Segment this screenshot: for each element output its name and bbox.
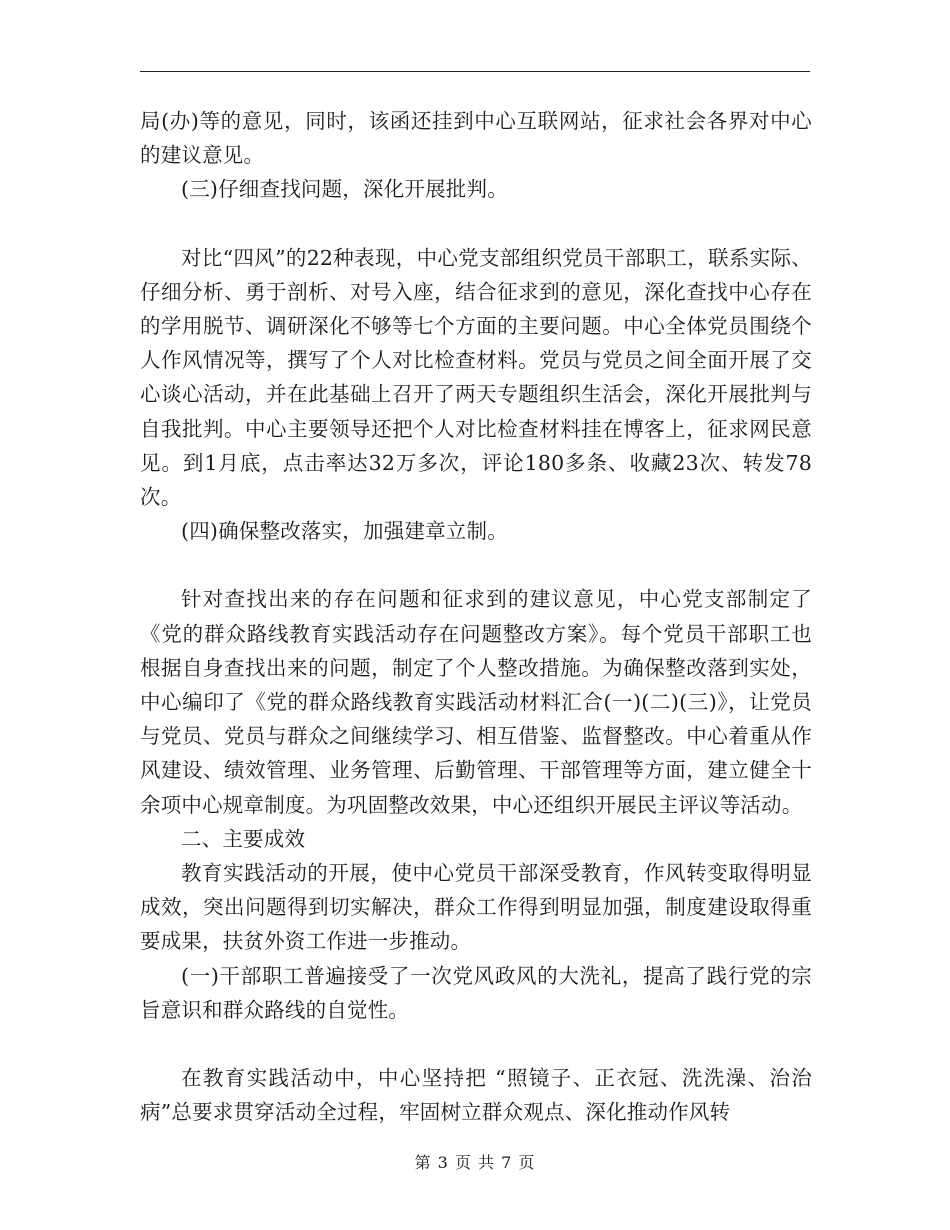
paragraph-continued-opinions: 局(办)等的意见，同时，该函还挂到中心互联网站，征求社会各界对中心的建议意见。	[140, 109, 812, 168]
paragraph-results-summary: 教育实践活动的开展，使中心党员干部深受教育，作风转变取得明显成效，突出问题得到切实解决，群众工作得到明显加强，制度建设取得重要成果，扶贫外资工作进一步推动。	[140, 861, 812, 954]
section-heading-main-results: 二、主要成效	[181, 826, 306, 851]
paragraph-practice-activity: 在教育实践活动中，中心坚持把 “照镜子、正衣冠、洗洗澡、治治病”总要求贯穿活动全过程，牢固树立群众观点、深化推动作风转	[140, 1066, 812, 1125]
section-heading-3: (三)仔细查找问题，深化开展批判。	[181, 177, 508, 202]
section-heading-4: (四)确保整改落实，加强建章立制。	[181, 519, 508, 544]
paragraph-find-problems: 对比“四风”的22种表现，中心党支部组织党员干部职工，联系实际、仔细分析、勇于剖析、对号入座，结合征求到的意见，深化查找中心存在的学用脱节、调研深化不够等七个方面的主要问题。中心全体党员围绕个人作风情况等，撰写了个人对比检查材料。党员与党员之间全面开展了交心谈心活动，并在此基础上召开了两天专题组织生活会，深化开展批判与自我批判。中心主要领导还把个人对比检查材料挂在博客上，征求网民意见。到1月底，点击率达32万多次，评论180多条、收藏23次、转发78次。	[140, 245, 812, 510]
document-body	[140, 104, 812, 1129]
paragraph-rectification: 针对查找出来的存在问题和征求到的建议意见，中心党支部制定了《党的群众路线教育实践活动存在问题整改方案》。每个党员干部职工也根据自身查找出来的问题，制定了个人整改措施。为确保整改落到实处，中心编印了《党的群众路线教育实践活动材料汇合(一)(二)(三)》，让党员与党员、党员与群众之间继续学习、相互借鉴、监督整改。中心着重从作风建设、绩效管理、业务管理、后勤管理、干部管理等方面，建立健全十余项中心规章制度。为巩固整改效果，中心还组织开展民主评议等活动。	[140, 587, 812, 817]
page-number-footer: 第 3 页 共 7 页	[414, 1153, 536, 1172]
header-rule	[140, 71, 810, 72]
section-heading-1: (一)干部职工普遍接受了一次党风政风的大洗礼，提高了践行党的宗旨意识和群众路线的自觉性。	[140, 963, 812, 1022]
